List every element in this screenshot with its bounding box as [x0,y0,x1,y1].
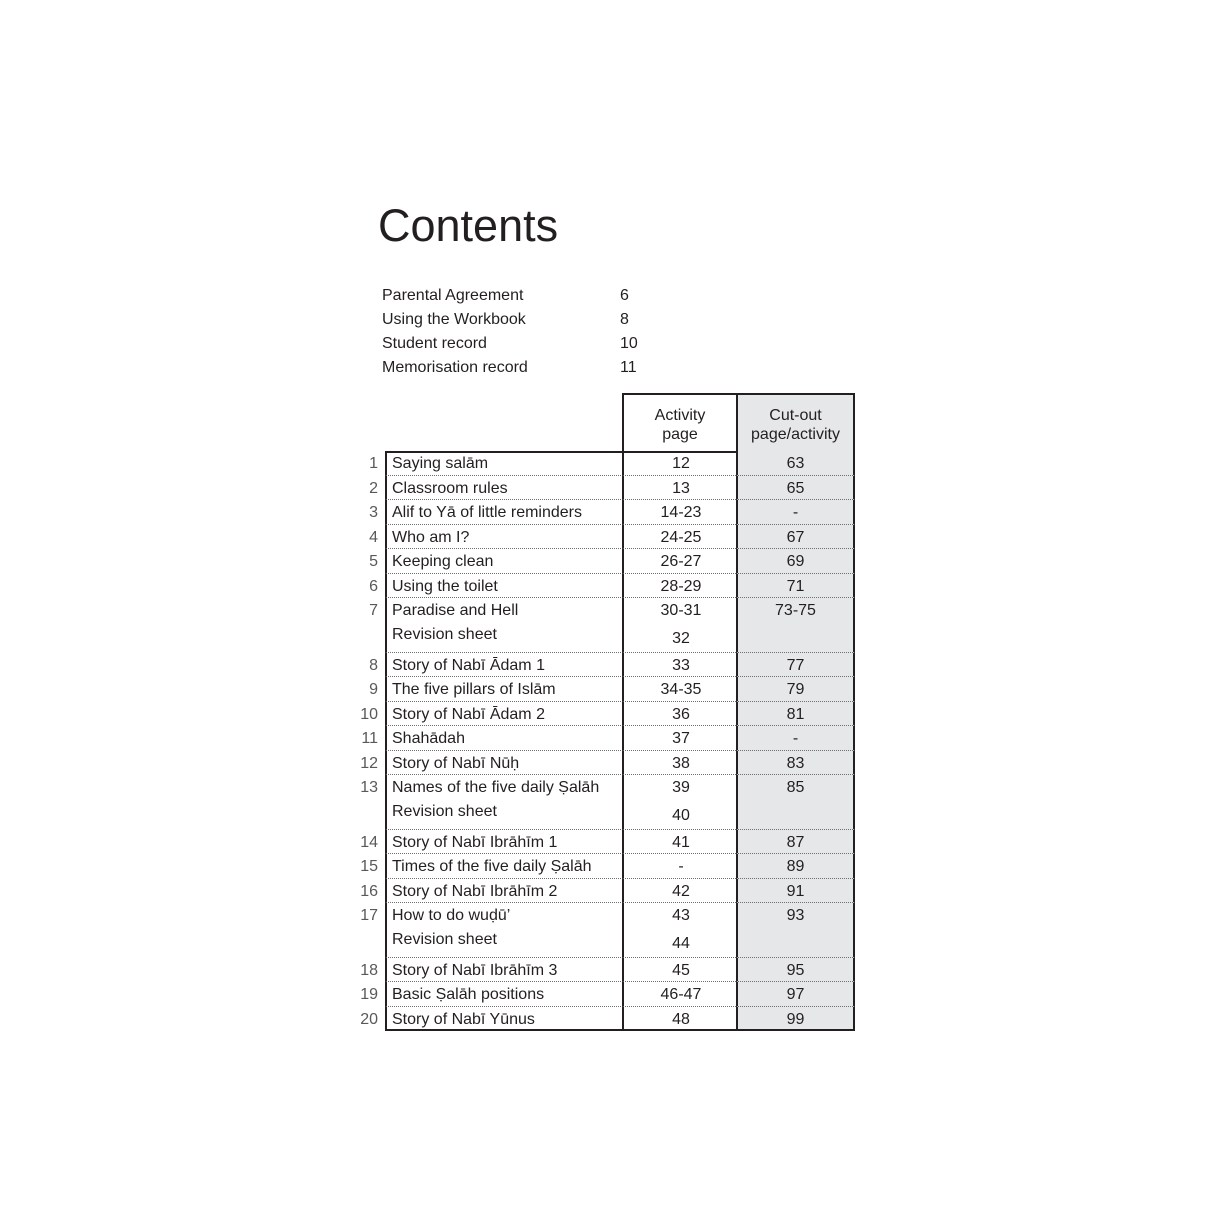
cutout-page-cell-text: - [792,504,799,521]
cutout-page-cell-text: 79 [786,681,805,698]
cutout-page-cell-text: - [792,730,799,747]
activity-title-cell [385,702,623,727]
row-number: 10 [360,705,378,723]
activity-title-cell-text: The five pillars of Islām [392,681,556,698]
row-number: 11 [361,730,378,747]
row-number: 2 [369,479,378,497]
cutout-page-cell-text: 93 [786,907,805,924]
activity-header-line1: Activity [654,407,706,424]
activity-title-cell [385,982,623,1007]
activity-title-cell [385,751,623,776]
activity-page-cell-text: 36 [672,705,690,723]
activity-page-cell-text: 12 [672,455,690,472]
cutout-page-cell [736,702,855,727]
front-matter-page: 11 [620,359,637,376]
cutout-header-line2: page/activity [751,426,840,443]
activity-page-cell-text: 48 [672,1010,690,1028]
activity-title-cell-text: Story of Nabī Ibrāhīm 3 [392,961,558,979]
activity-title-cell-text: Saying salām [392,455,489,472]
activity-header-line2: page [662,426,698,443]
activity-page-cell [622,854,738,879]
cutout-page-cell-text: 89 [786,858,805,875]
activity-title-cell-text: Shahādah [392,730,465,747]
cutout-page-cell-text: 97 [786,986,805,1003]
activity-page-cell-text: 14-23 [660,504,702,521]
activity-page-cell [622,702,738,727]
activity-title-cell [385,677,623,702]
cutout-page-cell [736,451,855,476]
activity-page-cell [622,525,738,550]
cutout-page-cell-text: 85 [786,779,805,796]
activity-title-cell-text: Paradise and Hell [392,602,519,619]
activity-page-cell [622,958,738,983]
cutout-page-cell [736,775,855,830]
row-number: 13 [360,779,378,796]
activity-title-cell-text: How to do wuḍū’ [392,907,511,924]
activity-title-cell [385,775,623,830]
cutout-page-cell-text: 65 [786,479,805,497]
activity-page-header [622,393,738,452]
row-number: 8 [369,656,378,674]
cutout-page-cell [736,751,855,776]
row-number: 9 [369,681,378,698]
activity-title-cell-text: Story of Nabī Yūnus [392,1010,535,1028]
activity-title-cell-text: Who am I? [392,528,470,546]
row-number: 1 [369,455,378,472]
cutout-page-cell [736,1007,855,1032]
cutout-page-cell [736,653,855,678]
row-number: 4 [369,528,378,546]
activity-page-cell [622,726,738,751]
activity-page-cell-text-secondary: 40 [672,807,690,824]
cutout-page-cell [736,982,855,1007]
activity-page-cell [622,830,738,855]
activity-title-cell [385,903,623,958]
activity-page-cell-text: 26-27 [660,553,702,570]
activity-page-cell-text: 45 [672,961,690,979]
activity-page-cell-text: 38 [672,754,690,772]
activity-title-cell [385,854,623,879]
activity-title-cell [385,726,623,751]
row-number: 17 [360,907,378,924]
cutout-page-cell [736,574,855,599]
activity-title-cell [385,574,623,599]
activity-page-cell-text: 24-25 [660,528,702,546]
activity-page-cell [622,574,738,599]
activity-title-cell [385,830,623,855]
activity-page-cell-text: 34-35 [660,681,702,698]
cutout-page-cell [736,958,855,983]
activity-title-cell-text: Story of Nabī Ibrāhīm 1 [392,833,558,851]
front-matter-page: 10 [620,335,638,352]
activity-page-cell-text-secondary: 32 [672,630,690,647]
activity-title-cell-text: Story of Nabī Nūḥ [392,754,520,772]
row-number: 12 [360,754,378,772]
activity-title-cell [385,598,623,653]
row-number: 15 [360,858,378,875]
activity-title-cell-text: Times of the five daily Ṣalāh [392,858,592,875]
activity-page-cell-text: - [678,858,684,875]
front-matter-label: Memorisation record [382,359,528,376]
activity-page-cell [622,775,738,830]
activity-page-cell-text: 37 [672,730,690,747]
activity-page-cell-text: 46-47 [660,986,702,1003]
activity-title-cell [385,451,623,476]
cutout-page-cell-text: 81 [786,705,805,723]
cutout-page-cell-text: 99 [786,1010,805,1028]
activity-title-cell [385,879,623,904]
row-number: 16 [360,882,378,900]
cutout-page-header [736,393,855,452]
row-number: 20 [360,1010,378,1028]
cutout-page-cell [736,677,855,702]
activity-page-cell-text: 42 [672,882,690,900]
activity-title-cell [385,525,623,550]
page-title: Contents [378,200,559,251]
cutout-page-cell [736,879,855,904]
row-number: 3 [369,504,378,521]
activity-page-cell-text: 13 [672,479,690,497]
row-number: 7 [369,602,378,619]
cutout-header-line1: Cut-out [769,407,822,424]
activity-title-cell-text: Basic Ṣalāh positions [392,986,545,1003]
activity-title-cell-text: Alif to Yā of little reminders [392,504,583,521]
cutout-page-cell-text: 91 [786,882,805,900]
activity-title-cell-text: Keeping clean [392,553,494,570]
activity-page-cell-text: 30-31 [660,602,702,619]
cutout-page-cell [736,525,855,550]
cutout-page-cell [736,903,855,958]
activity-page-cell [622,1007,738,1032]
activity-page-cell [622,653,738,678]
front-matter-label: Parental Agreement [382,287,524,304]
activity-page-cell [622,903,738,958]
activity-page-cell-text: 41 [672,833,690,851]
activity-title-cell-text-secondary: Revision sheet [392,803,497,820]
cutout-page-cell [736,830,855,855]
row-number: 6 [369,577,378,595]
row-number: 5 [369,553,378,570]
cutout-page-cell [736,500,855,525]
activity-title-cell-text: Names of the five daily Ṣalāh [392,779,600,796]
activity-page-cell [622,879,738,904]
activity-title-cell-text: Story of Nabī Ādam 1 [392,656,545,674]
cutout-page-cell [736,598,855,653]
activity-page-cell [622,549,738,574]
front-matter-page: 8 [620,311,629,328]
cutout-page-cell-text: 73-75 [775,602,816,619]
activity-title-cell [385,549,623,574]
row-number: 19 [360,986,378,1003]
activity-page-cell-text: 43 [672,907,690,924]
front-matter-label: Student record [382,335,487,352]
activity-page-cell [622,982,738,1007]
activity-page-cell [622,751,738,776]
activity-title-cell-text: Story of Nabī Ādam 2 [392,705,545,723]
activity-title-cell [385,500,623,525]
activity-page-cell [622,451,738,476]
cutout-page-cell-text: 71 [786,577,805,595]
activity-title-cell-text: Story of Nabī Ibrāhīm 2 [392,882,558,900]
activity-title-cell [385,958,623,983]
row-number: 14 [360,833,378,851]
activity-title-cell [385,1007,623,1032]
cutout-page-cell [736,476,855,501]
cutout-page-cell-text: 63 [786,455,805,472]
activity-page-cell-text-secondary: 44 [672,935,690,952]
activity-title-cell-text: Using the toilet [392,577,498,595]
activity-page-cell [622,500,738,525]
activity-page-cell-text: 33 [672,656,690,674]
activity-page-cell-text: 39 [672,779,690,796]
activity-title-cell [385,476,623,501]
activity-page-cell [622,677,738,702]
cutout-page-cell-text: 95 [786,961,805,979]
activity-page-cell [622,476,738,501]
activity-page-cell [622,598,738,653]
cutout-page-cell-text: 87 [786,833,805,851]
activity-title-cell [385,653,623,678]
front-matter-page: 6 [620,287,629,304]
cutout-page-cell-text: 67 [786,528,805,546]
activity-title-cell-text-secondary: Revision sheet [392,931,497,948]
row-number: 18 [360,961,378,979]
activity-title-cell-text: Classroom rules [392,479,508,497]
cutout-page-cell-text: 69 [786,553,805,570]
cutout-page-cell [736,726,855,751]
cutout-page-cell-text: 77 [786,656,805,674]
cutout-page-cell [736,549,855,574]
cutout-page-cell [736,854,855,879]
activity-page-cell-text: 28-29 [660,577,702,595]
activity-title-cell-text-secondary: Revision sheet [392,626,497,643]
front-matter-label: Using the Workbook [382,311,526,328]
cutout-page-cell-text: 83 [786,754,805,772]
